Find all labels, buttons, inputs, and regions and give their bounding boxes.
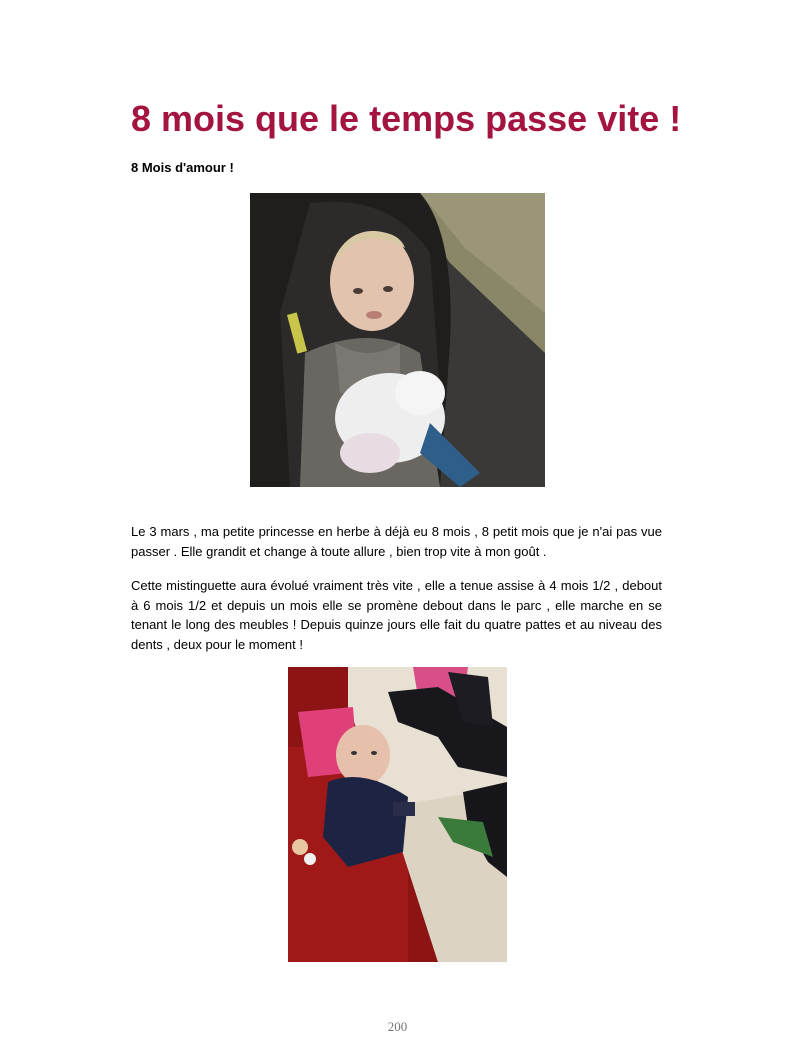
baby-car-seat-photo	[250, 193, 545, 487]
page-title: 8 mois que le temps passe vite !	[131, 98, 682, 139]
page-number: 200	[387, 1019, 408, 1034]
post-subtitle: 8 Mois d'amour !	[131, 160, 234, 175]
paragraph-2: Cette mistinguette aura évolué vraiment très vite , elle a tenue assise à 4 mois 1/2 , debout à 6 mois 1/2 et depuis un mois elle se promène debout dans le parc , elle marche en se tenant le long des meubles ! Depuis quinze jours elle fait du quatre pattes et au niveau des dents , deux pour le moment !	[131, 578, 662, 652]
paragraph-1: Le 3 mars , ma petite princesse en herbe à déjà eu 8 mois , 8 petit mois que je n'ai pas vue passer . Elle grandit et change à toute allure , bien trop vite à mon goût .	[131, 524, 662, 559]
baby-on-sofa-photo	[288, 667, 507, 962]
